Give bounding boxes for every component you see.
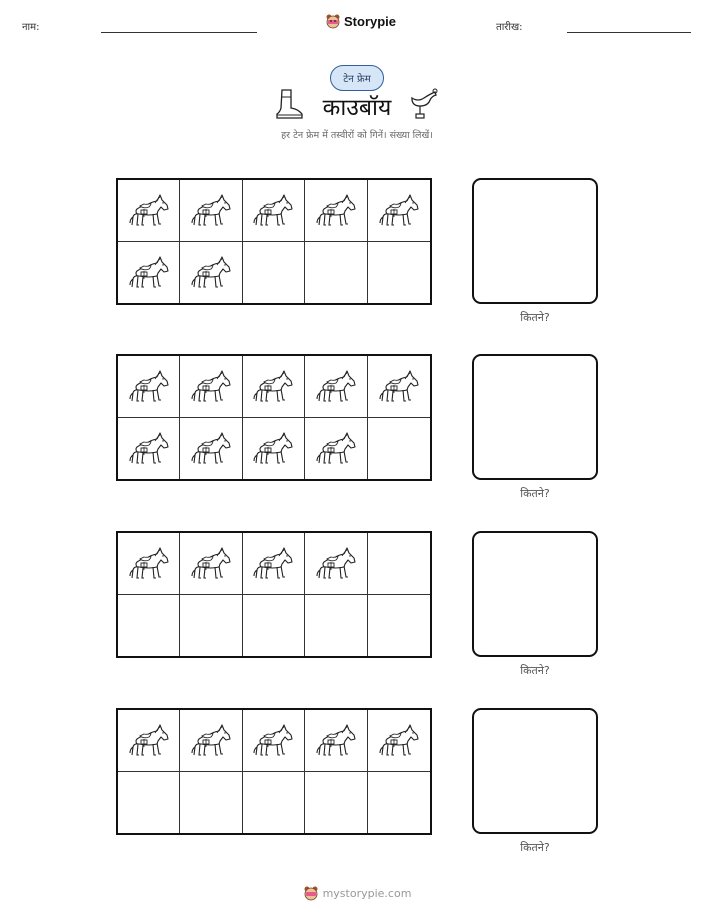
frame-cell bbox=[180, 710, 242, 772]
date-field[interactable] bbox=[567, 32, 691, 33]
frame-cell bbox=[368, 356, 430, 418]
frame-cell bbox=[243, 418, 305, 480]
frame-cell bbox=[305, 533, 367, 595]
horse-icon bbox=[377, 721, 421, 759]
frame-cell bbox=[305, 356, 367, 418]
horse-icon bbox=[189, 721, 233, 759]
frame-cell bbox=[243, 356, 305, 418]
name-field[interactable] bbox=[101, 32, 257, 33]
frame-cell bbox=[180, 242, 242, 304]
horse-icon bbox=[251, 721, 295, 759]
horse-icon bbox=[127, 544, 171, 582]
horse-icon bbox=[314, 367, 358, 405]
frame-cell bbox=[118, 242, 180, 304]
horse-icon bbox=[189, 429, 233, 467]
horse-icon bbox=[377, 367, 421, 405]
page-title: काउबॉय bbox=[322, 95, 392, 121]
answer-box-1[interactable] bbox=[472, 178, 598, 304]
storypie-logo-icon bbox=[303, 885, 319, 901]
footer-url: mystorypie.com bbox=[322, 886, 412, 900]
frame-cell bbox=[180, 772, 242, 834]
count-prompt-1: कितने? bbox=[520, 311, 550, 324]
frame-cell bbox=[118, 356, 180, 418]
frame-cell bbox=[368, 772, 430, 834]
frame-cell bbox=[180, 418, 242, 480]
frame-cell bbox=[305, 710, 367, 772]
horse-icon bbox=[314, 544, 358, 582]
horse-icon bbox=[251, 544, 295, 582]
frame-cell bbox=[243, 533, 305, 595]
frame-cell bbox=[243, 180, 305, 242]
footer bbox=[0, 885, 714, 901]
answer-box-2[interactable] bbox=[472, 354, 598, 480]
brand bbox=[325, 13, 396, 29]
name-label: नाम: bbox=[22, 22, 40, 33]
frame-cell bbox=[305, 418, 367, 480]
date-label: तारीख: bbox=[496, 22, 523, 33]
instructions: हर टेन फ्रेम में तस्वीरों को गिनें। संख्या लिखें। bbox=[281, 130, 433, 141]
frame-cell bbox=[118, 180, 180, 242]
frame-cell bbox=[243, 595, 305, 657]
frame-cell bbox=[118, 533, 180, 595]
storypie-logo-icon bbox=[325, 13, 341, 29]
frame-cell bbox=[368, 710, 430, 772]
horse-icon bbox=[127, 429, 171, 467]
ten-frame-4 bbox=[116, 708, 432, 835]
frame-cell bbox=[243, 710, 305, 772]
frame-cell bbox=[180, 533, 242, 595]
answer-box-3[interactable] bbox=[472, 531, 598, 657]
frame-cell bbox=[305, 180, 367, 242]
horse-icon bbox=[127, 253, 171, 291]
topic-badge: टेन फ्रेम bbox=[330, 65, 384, 91]
saddle-icon bbox=[408, 88, 440, 120]
frame-cell bbox=[118, 772, 180, 834]
ten-frame-2 bbox=[116, 354, 432, 481]
frame-cell bbox=[180, 180, 242, 242]
horse-icon bbox=[127, 191, 171, 229]
ten-frame-3 bbox=[116, 531, 432, 658]
horse-icon bbox=[127, 367, 171, 405]
horse-icon bbox=[314, 721, 358, 759]
frame-cell bbox=[243, 242, 305, 304]
horse-icon bbox=[127, 721, 171, 759]
horse-icon bbox=[314, 429, 358, 467]
horse-icon bbox=[251, 367, 295, 405]
frame-cell bbox=[118, 710, 180, 772]
brand-name: Storypie bbox=[344, 13, 397, 29]
count-prompt-4: कितने? bbox=[520, 841, 550, 854]
horse-icon bbox=[251, 429, 295, 467]
frame-cell bbox=[368, 242, 430, 304]
frame-cell bbox=[118, 595, 180, 657]
horse-icon bbox=[189, 367, 233, 405]
ten-frame-1 bbox=[116, 178, 432, 305]
frame-cell bbox=[368, 180, 430, 242]
horse-icon bbox=[189, 191, 233, 229]
count-prompt-2: कितने? bbox=[520, 487, 550, 500]
frame-cell bbox=[368, 418, 430, 480]
frame-cell bbox=[305, 595, 367, 657]
frame-cell bbox=[118, 418, 180, 480]
count-prompt-3: कितने? bbox=[520, 664, 550, 677]
frame-cell bbox=[243, 772, 305, 834]
frame-cell bbox=[180, 595, 242, 657]
frame-cell bbox=[368, 533, 430, 595]
frame-cell bbox=[305, 242, 367, 304]
horse-icon bbox=[314, 191, 358, 229]
answer-box-4[interactable] bbox=[472, 708, 598, 834]
horse-icon bbox=[377, 191, 421, 229]
frame-cell bbox=[305, 772, 367, 834]
horse-icon bbox=[189, 544, 233, 582]
horse-icon bbox=[189, 253, 233, 291]
frame-cell bbox=[180, 356, 242, 418]
horse-icon bbox=[251, 191, 295, 229]
frame-cell bbox=[368, 595, 430, 657]
